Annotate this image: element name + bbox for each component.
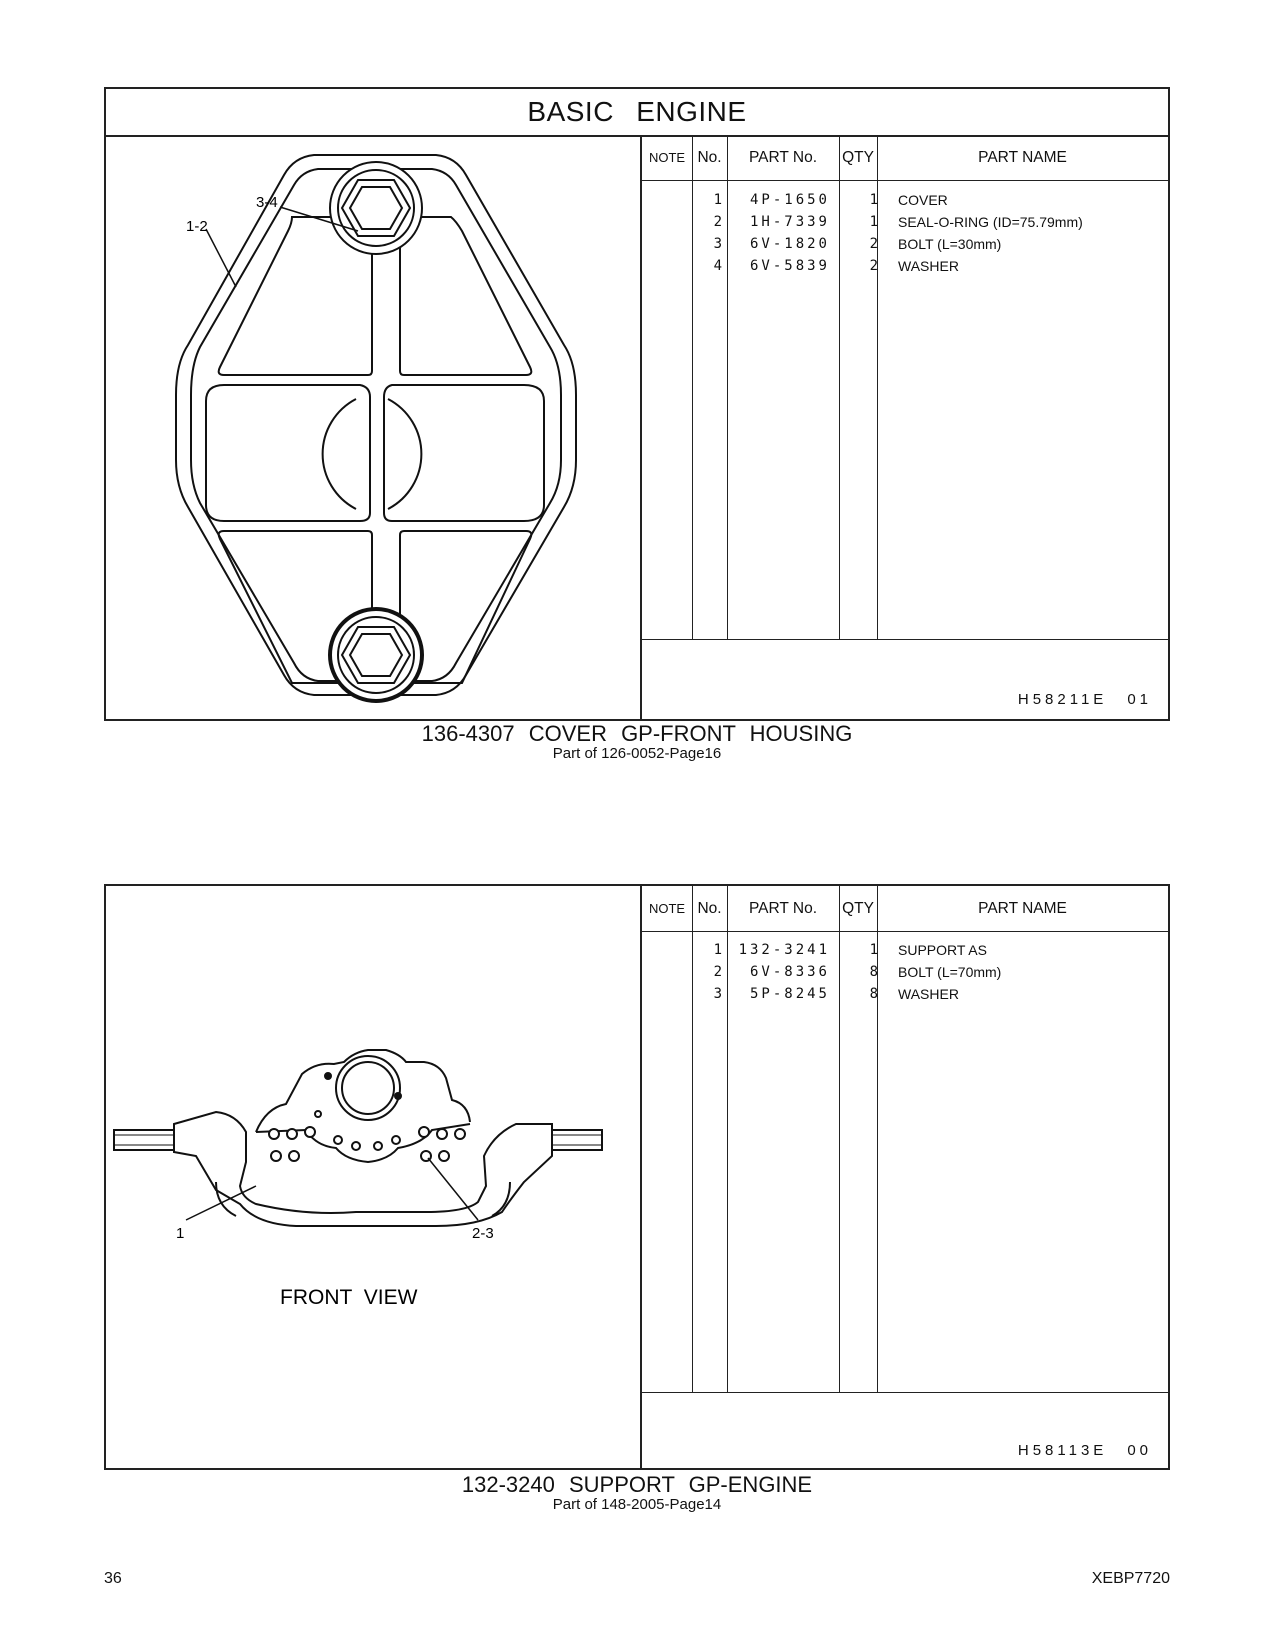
- table-row: 4 6V-5839 2 WASHER: [713, 258, 959, 274]
- caption-subtitle: Part of 148-2005-Page14: [552, 1496, 722, 1513]
- header-note: NOTE: [648, 150, 686, 165]
- header-note: NOTE: [648, 901, 686, 916]
- parts-group-1: [104, 87, 1170, 721]
- revision: 01: [1127, 691, 1152, 708]
- table-header: [642, 135, 1168, 181]
- header-qty: QTY: [842, 900, 874, 917]
- caption-group-2: [104, 1472, 1170, 1513]
- document-code: XEBP7720: [1091, 1570, 1170, 1587]
- cover-illustration: [106, 135, 640, 721]
- table-row: 3 5P-8245 8 WASHER: [713, 986, 959, 1002]
- support-illustration: [106, 886, 640, 1468]
- header-qty: QTY: [842, 149, 874, 166]
- illustration-code: H58113E 00: [1017, 1442, 1152, 1459]
- caption-title: 132-3240 SUPPORT GP-ENGINE: [461, 1472, 813, 1497]
- header-part-no: PART No.: [748, 149, 818, 166]
- revision: 00: [1127, 1442, 1152, 1459]
- table-row: 1 4P-1650 1 COVER: [713, 192, 948, 208]
- view-label: FRONT VIEW: [280, 1286, 418, 1309]
- header-no: No.: [697, 900, 722, 917]
- header-no: No.: [697, 149, 722, 166]
- section-title: BASIC ENGINE: [106, 89, 1168, 137]
- caption-group-1: [104, 721, 1170, 762]
- parts-group-2: [104, 884, 1170, 1470]
- callout-1: 1: [176, 1225, 185, 1242]
- caption-title: 136-4307 COVER GP-FRONT HOUSING: [421, 721, 853, 746]
- caption-subtitle: Part of 126-0052-Page16: [552, 745, 722, 762]
- table-row: 1 132-3241 1 SUPPORT AS: [713, 942, 987, 958]
- callout-2-3: 2-3: [472, 1225, 494, 1242]
- parts-table: [640, 135, 1168, 719]
- illustration-code: H58211E 01: [1017, 691, 1152, 708]
- callout-3-4: 3-4: [256, 194, 278, 211]
- parts-table: [640, 886, 1168, 1468]
- table-header: [642, 886, 1168, 932]
- callout-1-2: 1-2: [186, 218, 208, 235]
- page-number: 36: [104, 1570, 122, 1587]
- header-part-name: PART NAME: [978, 900, 1067, 917]
- table-row: 2 6V-8336 8 BOLT (L=70mm): [713, 964, 1002, 980]
- header-part-name: PART NAME: [978, 149, 1067, 166]
- table-row: 3 6V-1820 2 BOLT (L=30mm): [713, 236, 1002, 252]
- header-part-no: PART No.: [748, 900, 818, 917]
- table-row: 2 1H-7339 1 SEAL-O-RING (ID=75.79mm): [713, 214, 1083, 230]
